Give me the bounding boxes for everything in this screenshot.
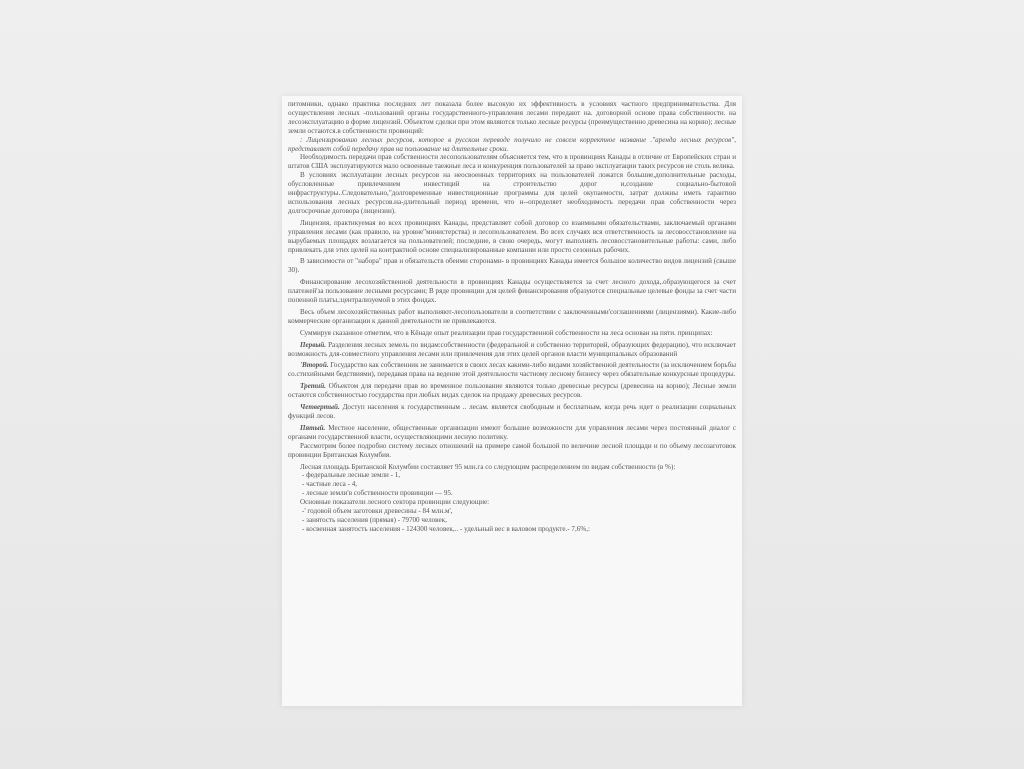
list-item: -' годовой объем заготовки древесины - 84 млн.м', bbox=[302, 507, 453, 516]
paragraph-1: Необходимость передачи прав собственности лесопользователям объясняется тем, что в провинциях Канады в отличие от Европейских стран и штатов США эксплуатируются мало освоенные таежные леса и конкуренция пользователей за право эксплуатации таких ресурсов не столь велика. bbox=[288, 153, 736, 171]
ownership-list bbox=[288, 471, 736, 498]
principle-label: Первый. bbox=[300, 340, 327, 349]
principle-label: Пятый. bbox=[300, 423, 326, 432]
principle-text: Государство как собственник не занимается в своих лесах какими-либо видами хозяйственной деятельности (за исключением борьбы со.стихийными бедствиями), передавая права на ведение этой деятельности частному лесному бизнесу через обязательные конкурсные процедуры. bbox=[288, 361, 736, 379]
principle-text: Разделения лесных земель по видам:собственности (федеральной и собственно территорий, образующих федерацию), что исключает возможность для-совместного управления лесами или привлечения для этих целей органов власти муниципальных образований bbox=[288, 340, 736, 358]
principle-label: 'Второй. bbox=[300, 361, 329, 370]
paragraph-5: Финансирование лесохозяйственной деятельности в провинциях Канады осуществляется за счет лесного дохода,.образующегося за счет платежей'за пользование лесными ресурсами; В ряде провинции для целей финансирования образуются специальные целевые фонды за счет части попенной платы,:централизуемой в этих фондах. bbox=[288, 278, 736, 305]
paragraph-6: Весь объем лесохозяйственных работ выполняют-лесопользователи в соответствии с заключенными'соглашениями (лицензиями). Какие-либо коммерческие организации к данной деятельности не привлекаются. bbox=[288, 307, 736, 325]
paragraph-3: Лицензия, практикуемая во всех провинциях Канады, представляет собой договор со взаимными обязательствами, заключаемый органами управления лесами (как правило, на уровне"министерства) и лесопользователем. Во всех случаях вся ответственность за лесовосстановление на вырубаемых площадях возлагается на пользователей; последние, в свою очередь, могут выполнять лесовосстановительные работы: сами, либо привлекать для этих целей на контрактной основе специализированные компании или просто сезонных рабочих. bbox=[288, 218, 736, 254]
list-item: - занятость населения (прямая) - 79700 человек, bbox=[302, 515, 447, 524]
document-text bbox=[288, 100, 736, 534]
principle-3 bbox=[288, 382, 736, 400]
list-item: - лесные земли'в собственности провинции — 95. bbox=[302, 489, 453, 498]
principle-4 bbox=[288, 403, 736, 421]
paragraph-9: Лесная площадь Британской Колумбии составляет 95 млн.га со следующим распределением по видам собственности (в %): bbox=[300, 462, 676, 471]
principle-label: Четвертый. bbox=[300, 403, 340, 412]
paragraph-7: Суммируя сказанное отметим, что в Кёнаде опыт реализации прав государственной собственности на леса основан на пяти. принципах: bbox=[300, 328, 713, 337]
principle-5 bbox=[288, 424, 736, 442]
list-item: - частные леса - 4, bbox=[302, 480, 358, 489]
paragraph-intro: питомники, однако практика последних лет показала более высокую их эффективность в условиях частного предпринимательства. Для осуществления лесных -пользований органы государственного-управления лесами передают на. договорной основе права собственности. на лесоэксплуатацию в форме лицензий. Объектом сделки при этом являются только лесные ресурсы (преимущественно древесина на корню); лесные земли остаются.в собственности провинций: bbox=[288, 100, 736, 135]
principle-1 bbox=[288, 341, 736, 359]
principle-text: Доступ населения к государственным .. лесам. является свободным и бесплатным, когда речь идет о реализации социальных функций лесов. bbox=[288, 403, 736, 420]
paragraph-2: В условиях эксплуатации лесных ресурсов на неосвоенных территориях на пользователей ложатся большие,дополнительные расходы, обусловленные привлечением инвестиций на строительство дорог и,создание социально-бытовой инфраструктуры..Следовательно,"долговременные инвестиционные программы для целей окупаемости, затрат должны иметь гарантию использования лесных ресурсов.на-длительный период времени, что н--определяет необходимость передачи прав собственности через долгосрочные договора (лицензии). bbox=[288, 171, 736, 215]
principle-2 bbox=[288, 361, 736, 379]
document-page bbox=[282, 96, 742, 706]
list-item: - косвенная занятость населения - 124300 человек,.. - удельный вес в валовом продукте.- 7,6%,: bbox=[302, 524, 590, 533]
indicators-list bbox=[288, 507, 736, 534]
footnote-licensing: : Лицензированию лесных ресурсов, которое в русском переводе получило не совсем корректное название ."аренда лесных ресурсов", представляет собой передачу прав на пользование на длительные сроки. bbox=[288, 135, 736, 153]
list-item: - федеральные лесные земли - 1, bbox=[302, 471, 401, 480]
principle-text: Местное население, общественные организации имеют большие возможности для управления лесами через постоянный диалог с органами государственной власти, осуществляющими лесную политику. bbox=[288, 423, 737, 441]
paragraph-8: Рассмотрим более подробно систему лесных отношений на примере самой большой по величине лесной площади и по объему лесозаготовок провинции Британская Колумбия. bbox=[288, 441, 736, 459]
paragraph-4: В зависимости от "набора" прав и обязательств обеими сторонами- в провинциях Канады имеется большое количество видов лицензий (свыше 30). bbox=[288, 257, 736, 275]
principle-label: Третий. bbox=[300, 382, 326, 391]
principle-text: Объектом для передачи прав во временное пользование являются только древесные ресурсы (древесина на корню); Лесные земли остаются собственностью государства при любых видах сделок на продажу древесных ресурсов. bbox=[288, 382, 736, 400]
paragraph-10: Основные показатели лесного сектора провинции следующие: bbox=[300, 498, 490, 507]
